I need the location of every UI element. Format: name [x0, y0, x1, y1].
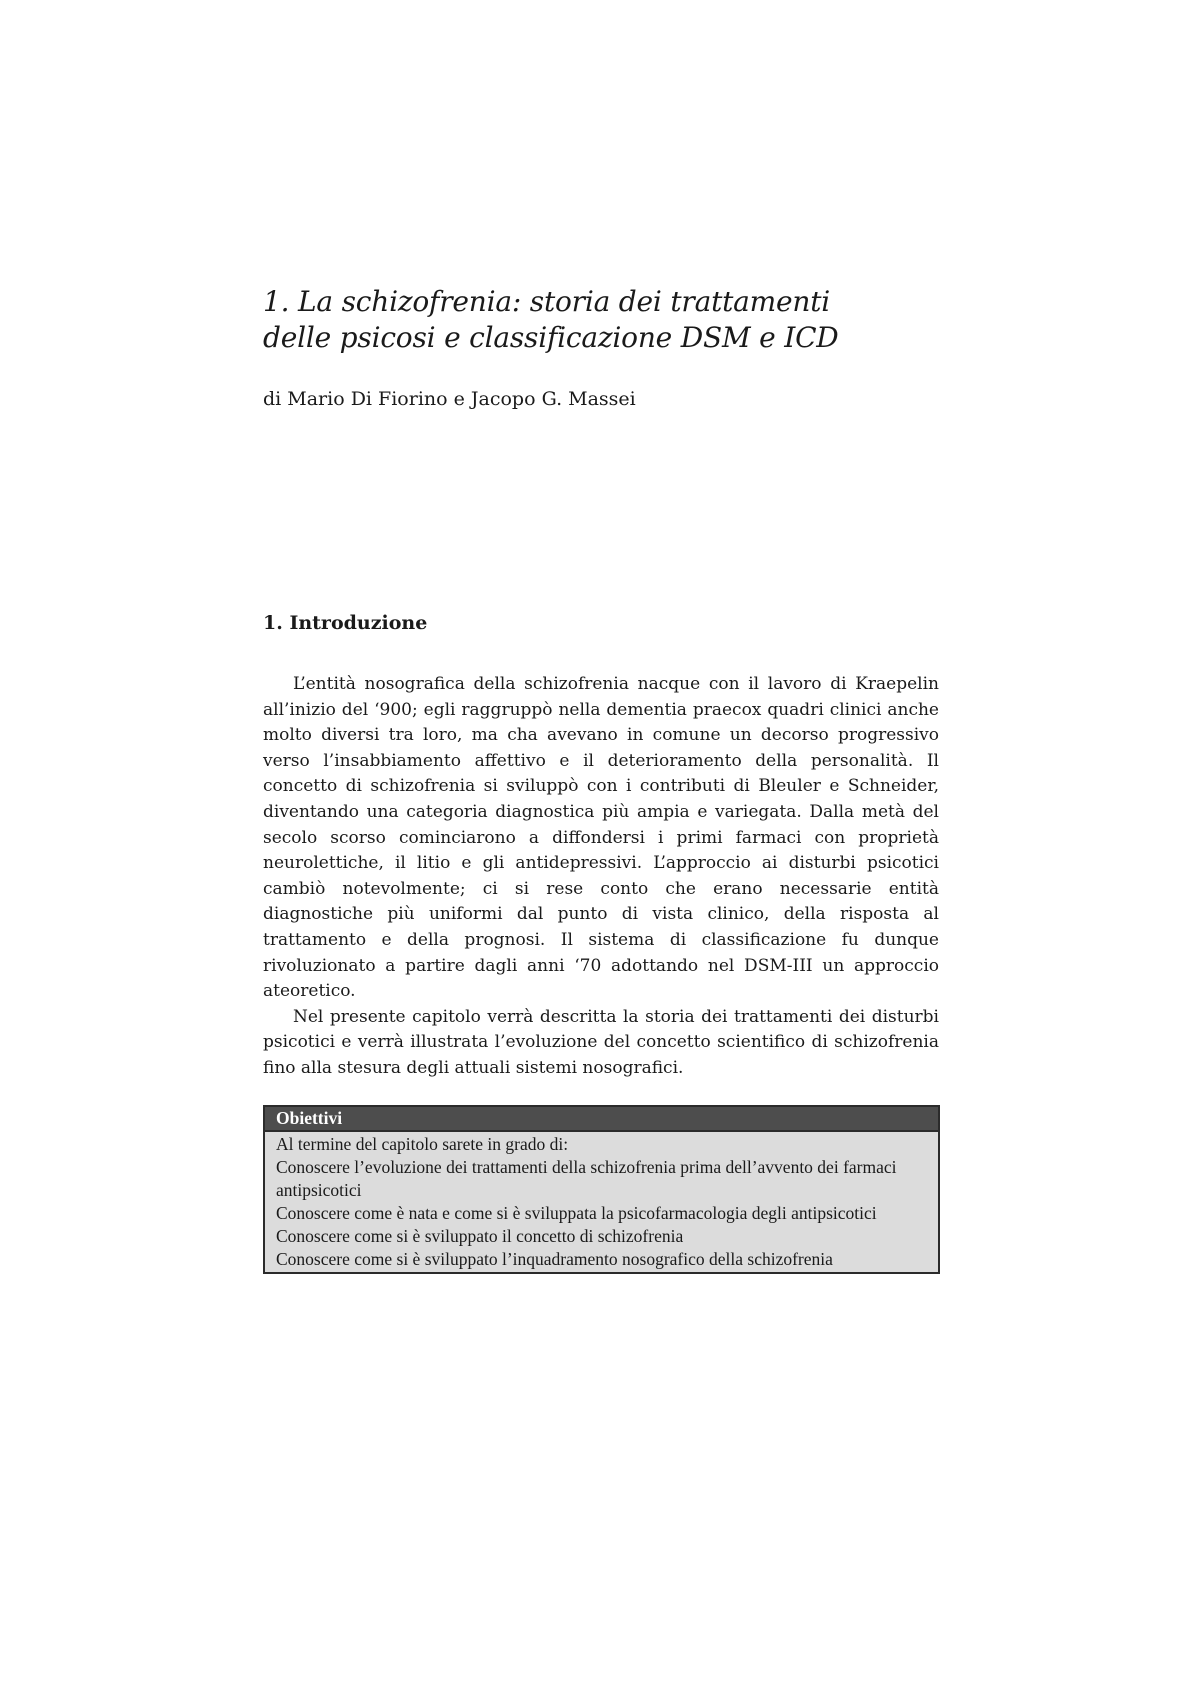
objective-item: Conoscere come è nata e come si è sviluppata la psicofarmacologia degli antipsicotici [276, 1203, 877, 1223]
objective-item: Conoscere come si è sviluppato il concetto di schizofrenia [276, 1226, 684, 1246]
objective-item: Conoscere come si è sviluppato l’inquadramento nosografico della schizofrenia [276, 1249, 833, 1269]
body-paragraph-2: Nel presente capitolo verrà descritta la storia dei trattamenti dei disturbi psicotici e verrà illustrata l’evoluzione del concetto scientifico di schizofrenia fino alla stesura degli attuali sistemi nosografici. [263, 1006, 939, 1078]
objectives-box [263, 1105, 940, 1274]
chapter-title-line-2: delle psicosi e classificazione DSM e ICD [263, 321, 839, 354]
chapter-title [263, 284, 963, 356]
section-heading: 1. Introduzione [263, 612, 428, 634]
objectives-body [265, 1132, 938, 1272]
chapter-title-line-1: 1. La schizofrenia: storia dei trattamenti [263, 285, 831, 318]
body-paragraph-1: L’entità nosografica della schizofrenia nacque con il lavoro di Kraepelin all’inizio del ‘900; egli raggruppò nella dementia praecox quadri clinici anche molto diversi tra loro, ma cha avevano in comune un decorso progressivo verso l’insabbiamento affettivo e il deterioramento della personalità. Il concetto di schizofrenia si sviluppò con i contributi di Bleuler e Schneider, diventando una categoria diagnostica più ampia e variegata. Dalla metà del secolo scorso cominciarono a diffondersi i primi farmaci con proprietà neurolettiche, il litio e gli antidepressivi. L’approccio ai disturbi psicotici cambiò notevolmente; ci si rese conto che erano necessarie entità diagnostiche più uniformi dal punto di vista clinico, della risposta al trattamento e della prognosi. Il sistema di classificazione fu dunque rivoluzionato a partire dagli anni ‘70 adottando nel DSM-III un approccio ateoretico. [263, 674, 939, 1002]
objective-item: Conoscere l’evoluzione dei trattamenti della schizofrenia prima dell’avvento dei farmaci antipsicotici [276, 1157, 897, 1200]
chapter-authors: di Mario Di Fiorino e Jacopo G. Massei [263, 388, 636, 410]
objectives-header: Obiettivi [265, 1107, 938, 1132]
section-body [263, 672, 939, 1082]
objectives-intro: Al termine del capitolo sarete in grado di: [276, 1134, 569, 1154]
